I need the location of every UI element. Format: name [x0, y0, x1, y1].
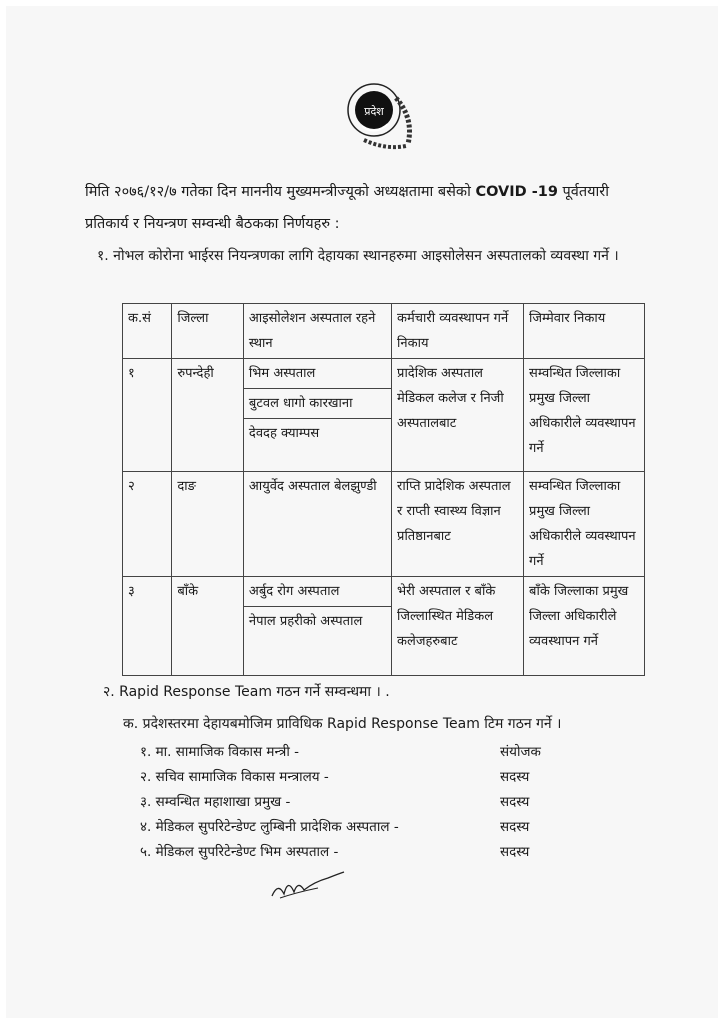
document-page	[6, 6, 718, 1018]
member-name: ३. सम्वन्धित महाशाखा प्रमुख -	[140, 794, 291, 810]
list-item	[140, 840, 560, 865]
table-header-row	[123, 304, 645, 359]
staff-cell: भेरी अस्पताल र बाँके जिल्लास्थित मेडिकल कलेजहरुबाट	[392, 577, 524, 676]
district-cell: दाङ	[172, 472, 244, 577]
signature-icon	[268, 868, 348, 904]
place-cell: आयुर्वेद अस्पताल बेलझुण्डी	[243, 472, 391, 577]
member-name: ४. मेडिकल सुपरिटेन्डेण्ट लुम्बिनी प्रादेशिक अस्पताल -	[140, 819, 399, 835]
table-row	[123, 359, 645, 389]
member-name: ५. मेडिकल सुपरिटेन्डेण्ट भिम अस्पताल -	[140, 844, 339, 860]
table-row	[123, 472, 645, 577]
district-cell: बाँके	[172, 577, 244, 676]
table-row	[123, 577, 645, 607]
table-header-cell: आइसोलेशन अस्पताल रहने स्थान	[243, 304, 391, 359]
list-item	[140, 740, 560, 765]
member-role: सदस्य	[500, 819, 530, 835]
decision-item-1: १. नोभल कोरोना भाईरस नियन्त्रणका लागि देहायका स्थानहरुमा आइसोलेसन अस्पतालको व्यवस्था गर्ने ।	[97, 248, 619, 264]
team-member-list	[140, 740, 560, 865]
table-header-cell: कर्मचारी व्यवस्थापन गर्ने निकाय	[392, 304, 524, 359]
member-name: १. मा. सामाजिक विकास मन्त्री -	[140, 744, 299, 760]
place-cell: नेपाल प्रहरीको अस्पताल	[243, 607, 391, 676]
member-name: २. सचिव सामाजिक विकास मन्त्रालय -	[140, 769, 329, 785]
list-item	[140, 790, 560, 815]
responsible-cell: बाँके जिल्लाका प्रमुख जिल्ला अधिकारीले व्यवस्थापन गर्ने	[524, 577, 645, 676]
member-role: सदस्य	[500, 769, 530, 785]
table-header-cell: क.सं	[123, 304, 172, 359]
isolation-hospital-table	[122, 303, 645, 676]
responsible-cell: सम्वन्धित जिल्लाका प्रमुख जिल्ला अधिकारीले व्यवस्थापन गर्ने	[524, 472, 645, 577]
table-header-cell: जिल्ला	[172, 304, 244, 359]
heading-text: मिति २०७६/१२/७ गतेका दिन माननीय मुख्यमन्त्रीज्यूको अध्यक्षतामा बसेको	[85, 184, 476, 200]
member-role: संयोजक	[500, 744, 541, 760]
svg-text:प्रदेश: प्रदेश	[364, 105, 384, 118]
serial-cell: १	[123, 359, 172, 472]
heading-suffix: पूर्वतयारी प्रतिकार्य र नियन्त्रण सम्वन्धी बैठकका निर्णयहरु :	[85, 184, 609, 232]
meeting-heading	[85, 176, 651, 240]
table-header-cell: जिम्मेवार निकाय	[524, 304, 645, 359]
heading-bold-text: COVID -19	[475, 184, 558, 200]
place-cell: बुटवल धागो कारखाना	[243, 389, 391, 419]
place-cell: भिम अस्पताल	[243, 359, 391, 389]
section-2-subtitle: क. प्रदेशस्तरमा देहायबमोजिम प्राविधिक Rapid Response Team टिम गठन गर्ने ।	[123, 716, 562, 732]
section-2-title: २. Rapid Response Team गठन गर्ने सम्वन्धमा । .	[103, 684, 390, 700]
responsible-cell: सम्वन्धित जिल्लाका प्रमुख जिल्ला अधिकारीले व्यवस्थापन गर्ने	[524, 359, 645, 472]
place-cell: देवदह क्याम्पस	[243, 419, 391, 472]
district-cell: रुपन्देही	[172, 359, 244, 472]
list-item	[140, 815, 560, 840]
government-seal-icon	[334, 78, 434, 158]
serial-cell: २	[123, 472, 172, 577]
list-item	[140, 765, 560, 790]
member-role: सदस्य	[500, 794, 530, 810]
staff-cell: राप्ति प्रादेशिक अस्पताल र राप्ती स्वास्थ्य विज्ञान प्रतिष्ठानबाट	[392, 472, 524, 577]
member-role: सदस्य	[500, 844, 530, 860]
place-cell: अर्बुद रोग अस्पताल	[243, 577, 391, 607]
serial-cell: ३	[123, 577, 172, 676]
staff-cell: प्रादेशिक अस्पताल मेडिकल कलेज र निजी अस्पतालबाट	[392, 359, 524, 472]
